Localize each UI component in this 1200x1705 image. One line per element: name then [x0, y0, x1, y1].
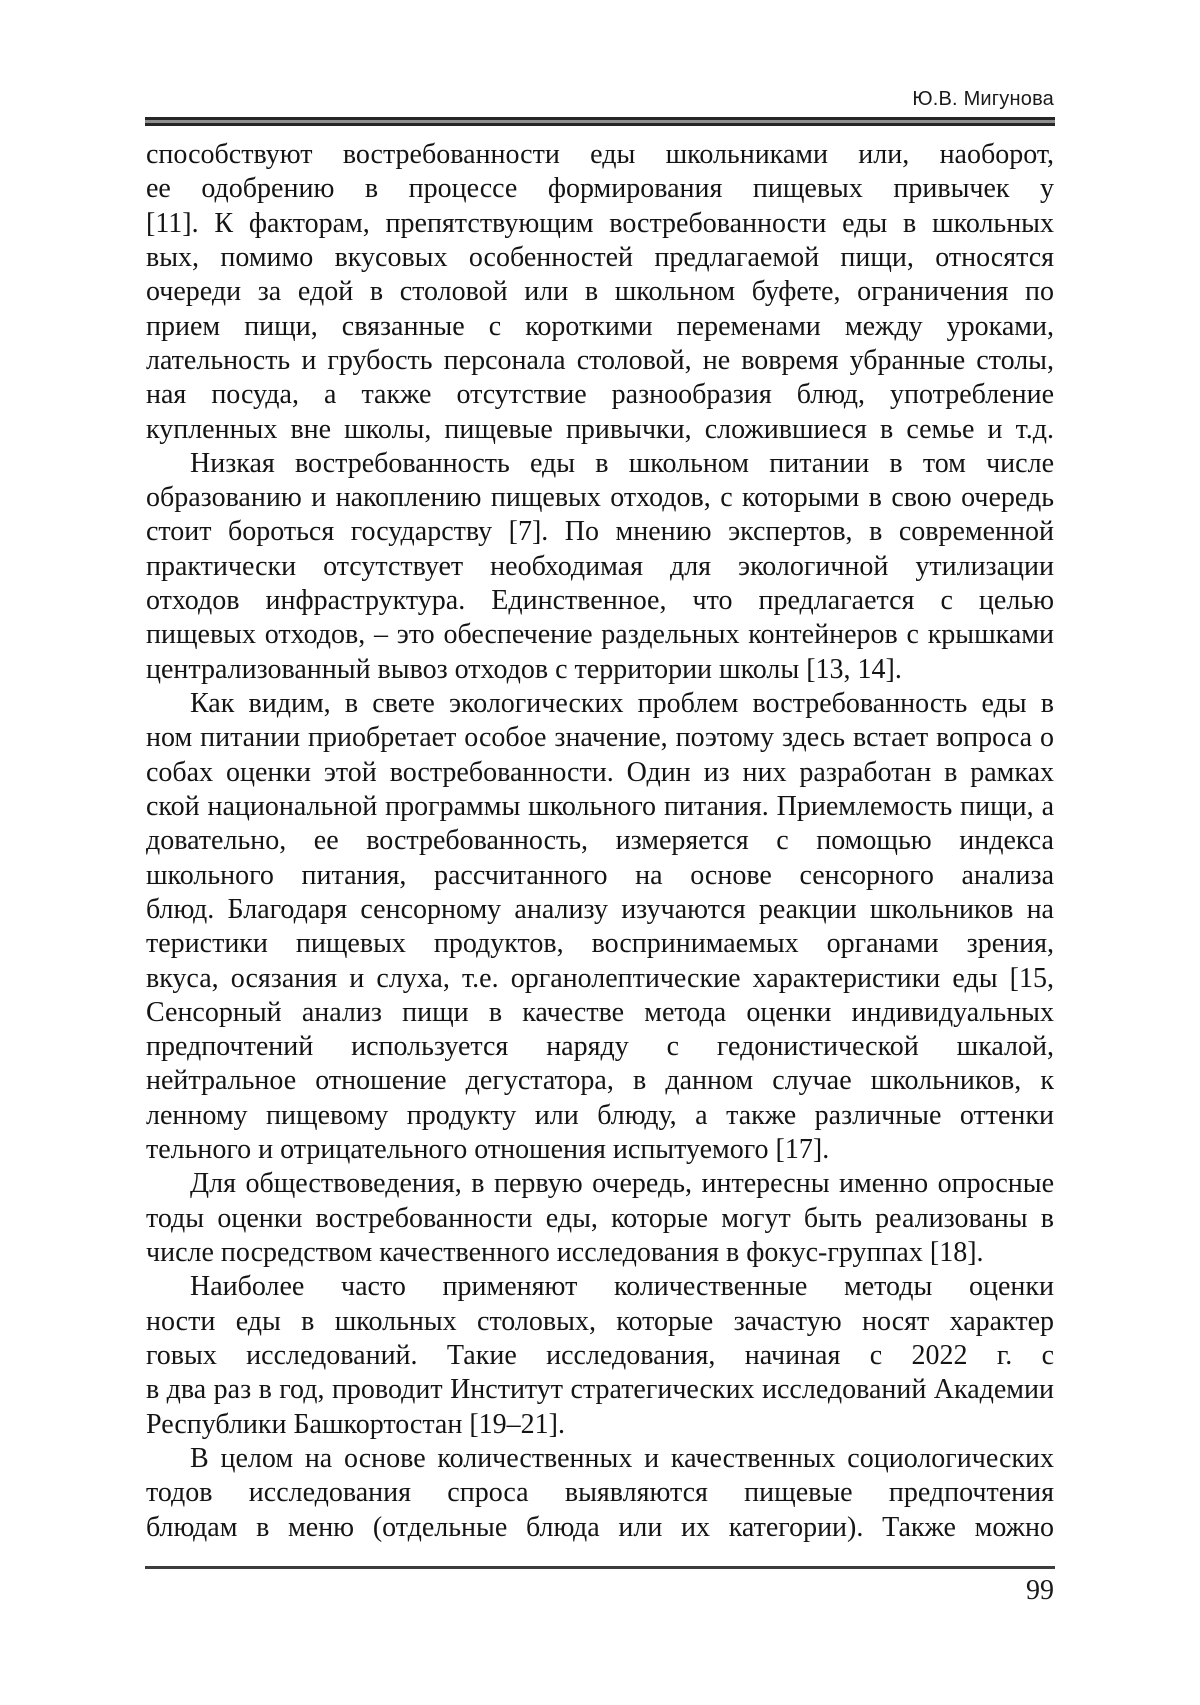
text-line: предпочтений используется наряду с гедонистической шкалой,	[146, 1031, 1054, 1063]
text-line: лательность и грубость персонала столовой, не вовремя убранные столы,	[146, 344, 1054, 376]
text-line: Для обществоведения, в первую очередь, интересны именно опросные	[190, 1168, 1054, 1200]
text-line: очереди за едой в столовой или в школьном буфете, ограничения по	[146, 276, 1054, 308]
text-line: Сенсорный анализ пищи в качестве метода оценки индивидуальных	[146, 996, 1054, 1028]
text-line: теристики пищевых продуктов, воспринимаемых органами зрения,	[146, 928, 1054, 960]
text-line: ности еды в школьных столовых, которые зачастую носят характер	[146, 1305, 1054, 1337]
page-number: 99	[1026, 1575, 1054, 1606]
text-line: стоит бороться государству [7]. По мнению экспертов, в современной	[146, 516, 1054, 548]
text-line: тельного и отрицательного отношения испытуемого [17].	[146, 1134, 830, 1166]
text-line: тодов исследования спроса выявляются пищевые предпочтения	[146, 1477, 1054, 1509]
text-line: нейтральное отношение дегустатора, в данном случае школьников, к	[146, 1065, 1054, 1097]
text-line: прием пищи, связанные с короткими переменами между уроками,	[146, 310, 1054, 342]
text-line: пищевых отходов, – это обеспечение раздельных контейнеров с крышками	[146, 619, 1054, 651]
text-line: собах оценки этой востребованности. Один из них разработан в рамках	[146, 756, 1054, 788]
text-line: Как видим, в свете экологических проблем востребованность еды в	[190, 688, 1054, 719]
text-line: в два раз в год, проводит Институт стратегических исследований Академии	[146, 1374, 1054, 1406]
text-line: вых, помимо вкусовых особенностей предлагаемой пищи, относятся	[146, 241, 1054, 273]
text-line: вкуса, осязания и слуха, т.е. органолептические характеристики еды [15,	[146, 962, 1054, 994]
body-text	[146, 138, 1054, 1545]
text-line: школьного питания, рассчитанного на основе сенсорного анализа	[146, 859, 1054, 891]
footer-rule	[145, 1566, 1055, 1569]
text-line: ном питании приобретает особое значение, поэтому здесь встает вопроса о	[146, 722, 1054, 754]
text-line: говых исследований. Такие исследования, начиная с 2022 г. с	[146, 1339, 1054, 1371]
text-line: ная посуда, а также отсутствие разнообразия блюд, употребление	[146, 379, 1054, 411]
text-line: ской национальной программы школьного питания. Приемлемость пищи, а	[146, 790, 1054, 822]
text-line: блюд. Благодаря сенсорному анализу изучаются реакции школьников на	[146, 893, 1054, 925]
text-line: Наиболее часто применяют количественные методы оценки	[190, 1271, 1054, 1303]
text-line: блюдам в меню (отдельные блюда или их категории). Также можно	[146, 1511, 1054, 1543]
text-line: образованию и накоплению пищевых отходов, с которыми в свою очередь	[146, 482, 1054, 514]
text-line: тоды оценки востребованности еды, которые могут быть реализованы в	[146, 1202, 1054, 1234]
text-line: практически отсутствует необходимая для экологичной утилизации	[146, 550, 1054, 582]
text-line: ленному пищевому продукту или блюду, а также различные оттенки	[146, 1099, 1054, 1131]
text-line: способствуют востребованности еды школьниками или, наоборот,	[146, 139, 1054, 170]
text-line: централизованный вывоз отходов с территории школы [13, 14].	[146, 653, 902, 685]
text-line: ее одобрению в процессе формирования пищевых привычек у	[146, 173, 1054, 205]
header-double-rule	[145, 117, 1055, 126]
text-line: довательно, ее востребованность, измеряется с помощью индекса	[146, 825, 1054, 857]
text-line: Республики Башкортостан [19–21].	[146, 1408, 565, 1440]
text-line: числе посредством качественного исследования в фокус-группах [18].	[146, 1237, 984, 1268]
text-line: В целом на основе количественных и качественных социологических	[190, 1442, 1054, 1474]
text-line: купленных вне школы, пищевые привычки, сложившиеся в семье и т.д.	[146, 413, 1054, 445]
text-line: отходов инфраструктура. Единственное, что предлагается с целью	[146, 585, 1054, 617]
text-line: Низкая востребованность еды в школьном питании в том числе	[190, 447, 1054, 479]
running-head-author: Ю.В. Мигунова	[912, 88, 1054, 110]
text-line: [11]. К факторам, препятствующим востребованности еды в школьных	[146, 207, 1054, 239]
